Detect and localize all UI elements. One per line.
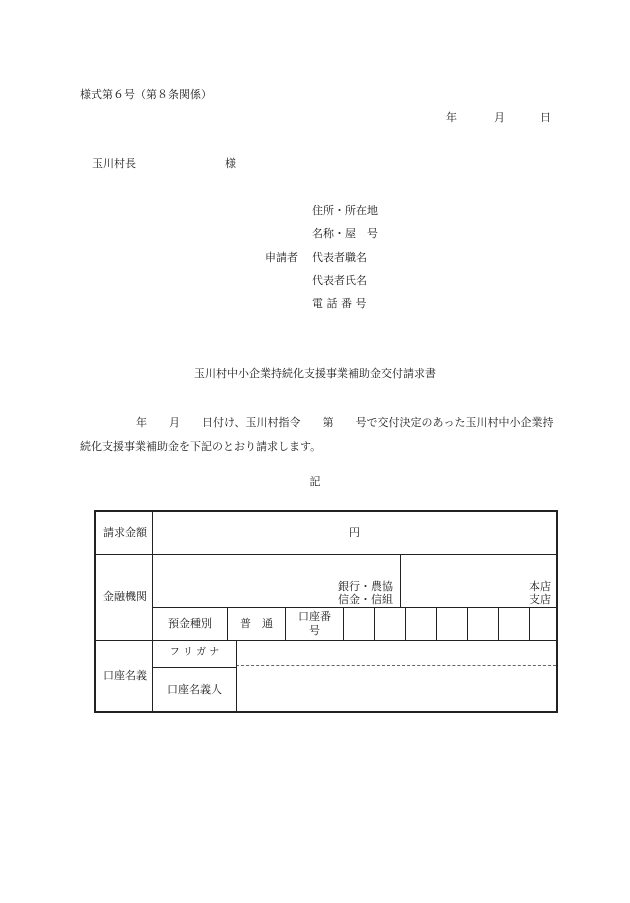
- document-title: 玉川村中小企業持続化支援事業補助金交付請求書: [194, 367, 436, 380]
- deposit-type-value: 普 通: [240, 616, 273, 630]
- branch-type-line2: 支店: [529, 593, 551, 607]
- deposit-type-label: 預金種別: [168, 616, 212, 630]
- applicant-rep-title-label: 代表者職名: [312, 251, 367, 264]
- form-number: 様式第６号（第８条関係）: [80, 88, 212, 101]
- bank-type-line1: 銀行・農協: [338, 579, 393, 593]
- date-month-label: 月: [494, 111, 505, 124]
- account-holder-label: 口座名義: [103, 668, 147, 682]
- claim-amount-label: 請求金額: [103, 526, 147, 540]
- applicant-address-label: 住所・所在地: [312, 204, 378, 217]
- account-number-label: 口座番号: [298, 609, 331, 637]
- date-day-label: 日: [540, 111, 551, 124]
- claim-table: [94, 510, 558, 713]
- bank-name-field[interactable]: [153, 554, 393, 607]
- applicant-name-label: 名称・屋 号: [312, 227, 378, 240]
- applicant-prefix: 申請者: [265, 251, 298, 264]
- record-label: 記: [309, 475, 321, 488]
- furigana-field[interactable]: [237, 640, 556, 665]
- bank-type-line2: 信金・信組: [338, 593, 393, 607]
- date-year-label: 年: [446, 111, 457, 124]
- branch-type-line1: 本店: [529, 579, 551, 593]
- applicant-rep-name-label: 代表者氏名: [312, 274, 367, 287]
- financial-institution-label: 金融機関: [103, 590, 147, 604]
- yen-label: 円: [349, 526, 360, 540]
- request-body-text: 年 月 日付け、玉川村指令 第 号で交付決定のあった玉川村中小企業持続化支援事業補助金を下記のとおり請求します。: [80, 416, 554, 453]
- claim-amount-field[interactable]: [153, 512, 556, 554]
- furigana-label: フ リ ガ ナ: [169, 647, 220, 659]
- addressee-suffix: 様: [225, 157, 236, 170]
- account-holder-name-field[interactable]: [237, 667, 556, 711]
- applicant-phone-label: 電 話 番 号: [312, 297, 367, 310]
- account-holder-name-label: 口座名義人: [167, 682, 222, 696]
- branch-name-field[interactable]: [401, 554, 551, 607]
- account-number-field[interactable]: [344, 608, 556, 640]
- addressee-name: 玉川村長: [92, 157, 136, 170]
